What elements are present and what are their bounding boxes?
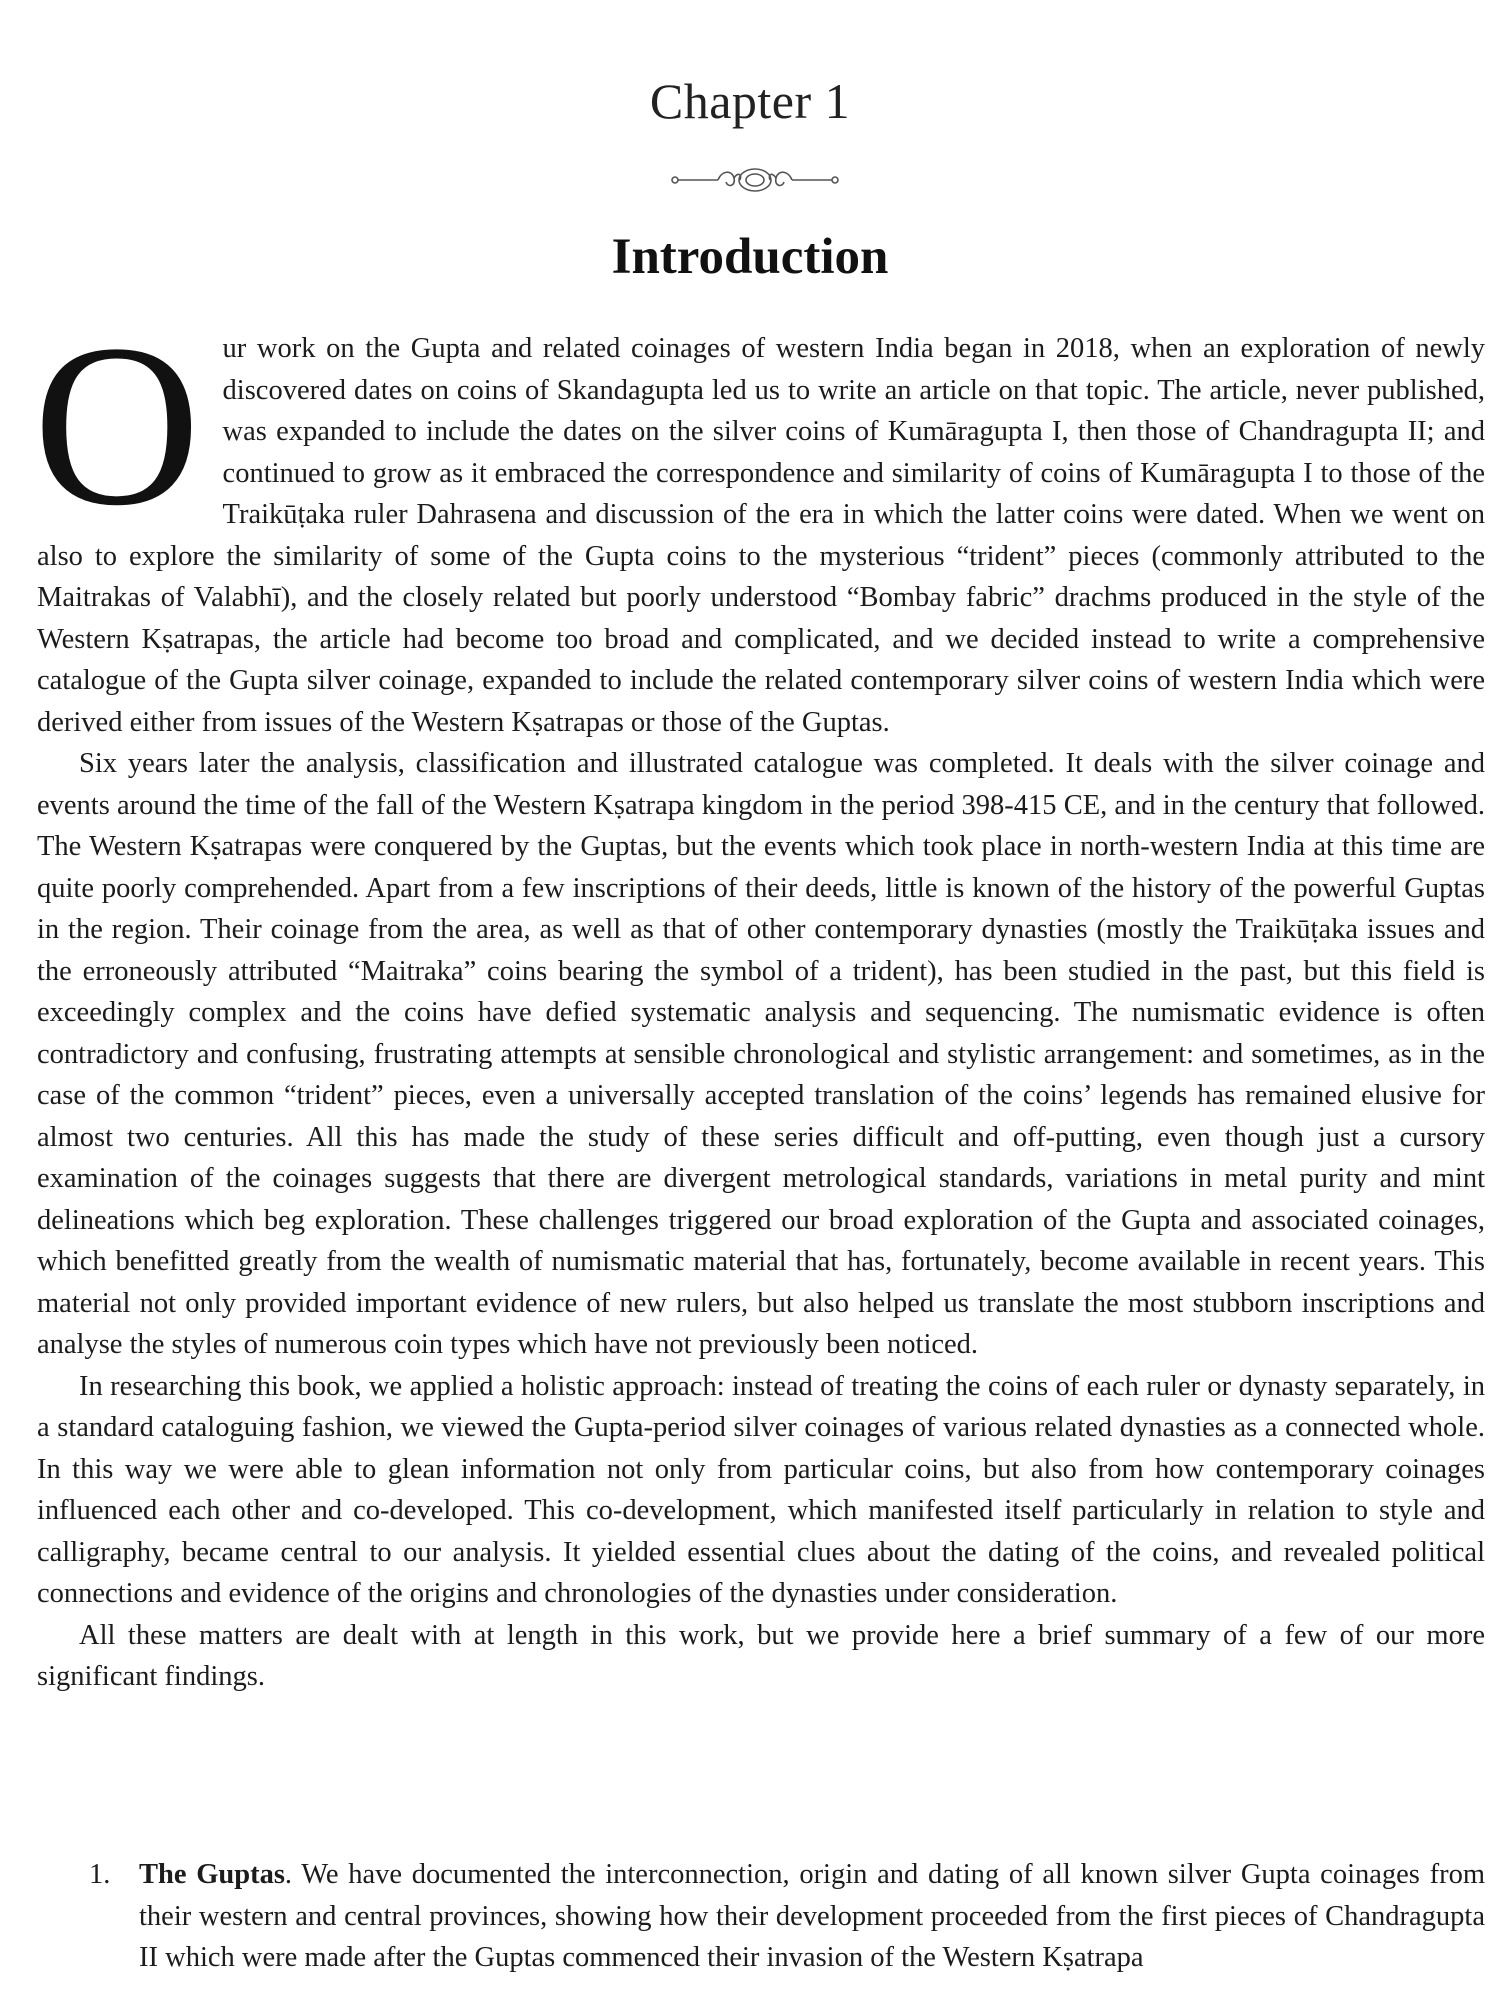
list-item [89,1854,1485,1979]
findings-list [89,1854,1485,1979]
intro-paragraph-3: In researching this book, we applied a holistic approach: instead of treating the coins of each ruler or dynasty separately, in a standard cataloguing fashion, we viewed the Gupta-period silver coinages of various related dynasties as a connected whole. In this way we were able to glean information not only from particular coins, but also from how contemporary coinages influenced each other and co-developed. This co-development, which manifested itself particularly in relation to style and calligraphy, became central to our analysis. It yielded essential clues about the dating of the coins, and revealed political connections and evidence of the origins and chronologies of the dynasties under consideration. [37,1370,1485,1609]
list-item-title: The Guptas [139,1859,285,1890]
intro-paragraph-4: All these matters are dealt with at length in this work, but we provide here a brief summary of a few of our more significant findings. [37,1619,1485,1692]
chapter-title: Introduction [611,229,889,285]
list-item-number: 1. [89,1859,111,1890]
intro-paragraph-2: Six years later the analysis, classification and illustrated catalogue was completed. It deals with the silver coinage and events around the time of the fall of the Western Kṣatrapa kingdom in the period 398-415 CE, and in the century that followed. The Western Kṣatrapas were conquered by the Guptas, but the events which took place in north-western India at this time are quite poorly comprehended. Apart from a few inscriptions of their deeds, little is known of the history of the powerful Guptas in the region. Their coinage from the area, as well as that of other contemporary dynasties (mostly the Traikūṭaka issues and the erroneously attributed “Maitraka” coins bearing the symbol of a trident), has been studied in the past, but this field is exceedingly complex and the coins have defied systematic analysis and sequencing. The numismatic evidence is often contradictory and confusing, frustrating attempts at sensible chronological and stylistic arrangement: and sometimes, as in the case of the common “trident” pieces, even a universally accepted translation of the coins’ legends has remained elusive for almost two centuries. All this has made the study of these series difficult and off-putting, even though just a cursory examination of the coinages suggests that there are divergent metrological standards, variations in metal purity and mint delineations which beg exploration. These challenges triggered our broad exploration of the Gupta and associated coinages, which benefitted greatly from the wealth of numismatic material that has, fortunately, become available in recent years. This material not only provided important evidence of new rulers, but also helped us translate the most stubborn inscriptions and analyse the styles of numerous coin types which have not previously been noticed. [37,748,1485,1360]
intro-paragraph-1 [33,297,1485,743]
intro-paragraph-1-text: ur work on the Gupta and related coinages of western India began in 2018, when an exploration of newly discovered dates on coins of Skandagupta led us to write an article on that topic. The article, never published, was expanded to include the dates on the silver coins of Kumāragupta I, then those of Chandragupta II; and continued to grow as it embraced the correspondence and similarity of coins of Kumāragupta I to those of the Traikūṭaka ruler Dahrasena and discussion of the era in which the latter coins were dated. When we went on also to explore the similarity of some of the Gupta coins to the mysterious “trident” pieces (commonly attributed to the Maitrakas of Valabhī), and the closely related but poorly understood “Bombay fabric” drachms produced in the style of the Western Kṣatrapas, the article had become too broad and complicated, and we decided instead to write a comprehensive catalogue of the Gupta silver coinage, expanded to include the related contemporary silver coins of western India which were derived either from issues of the Western Kṣatrapas or those of the Guptas. [37,333,1485,738]
chapter-label: Chapter 1 [649,73,851,129]
drop-cap: O [33,297,201,554]
ornament-divider-icon [670,160,840,200]
list-item-text: . We have documented the interconnection, origin and dating of all known silver Gupta coinages from their western and central provinces, showing how their development proceeded from the first pieces of Chandragupta II which were made after the Guptas commenced their invasion of the Western Kṣatrapa [139,1859,1485,1973]
intro-body [33,297,1485,1698]
